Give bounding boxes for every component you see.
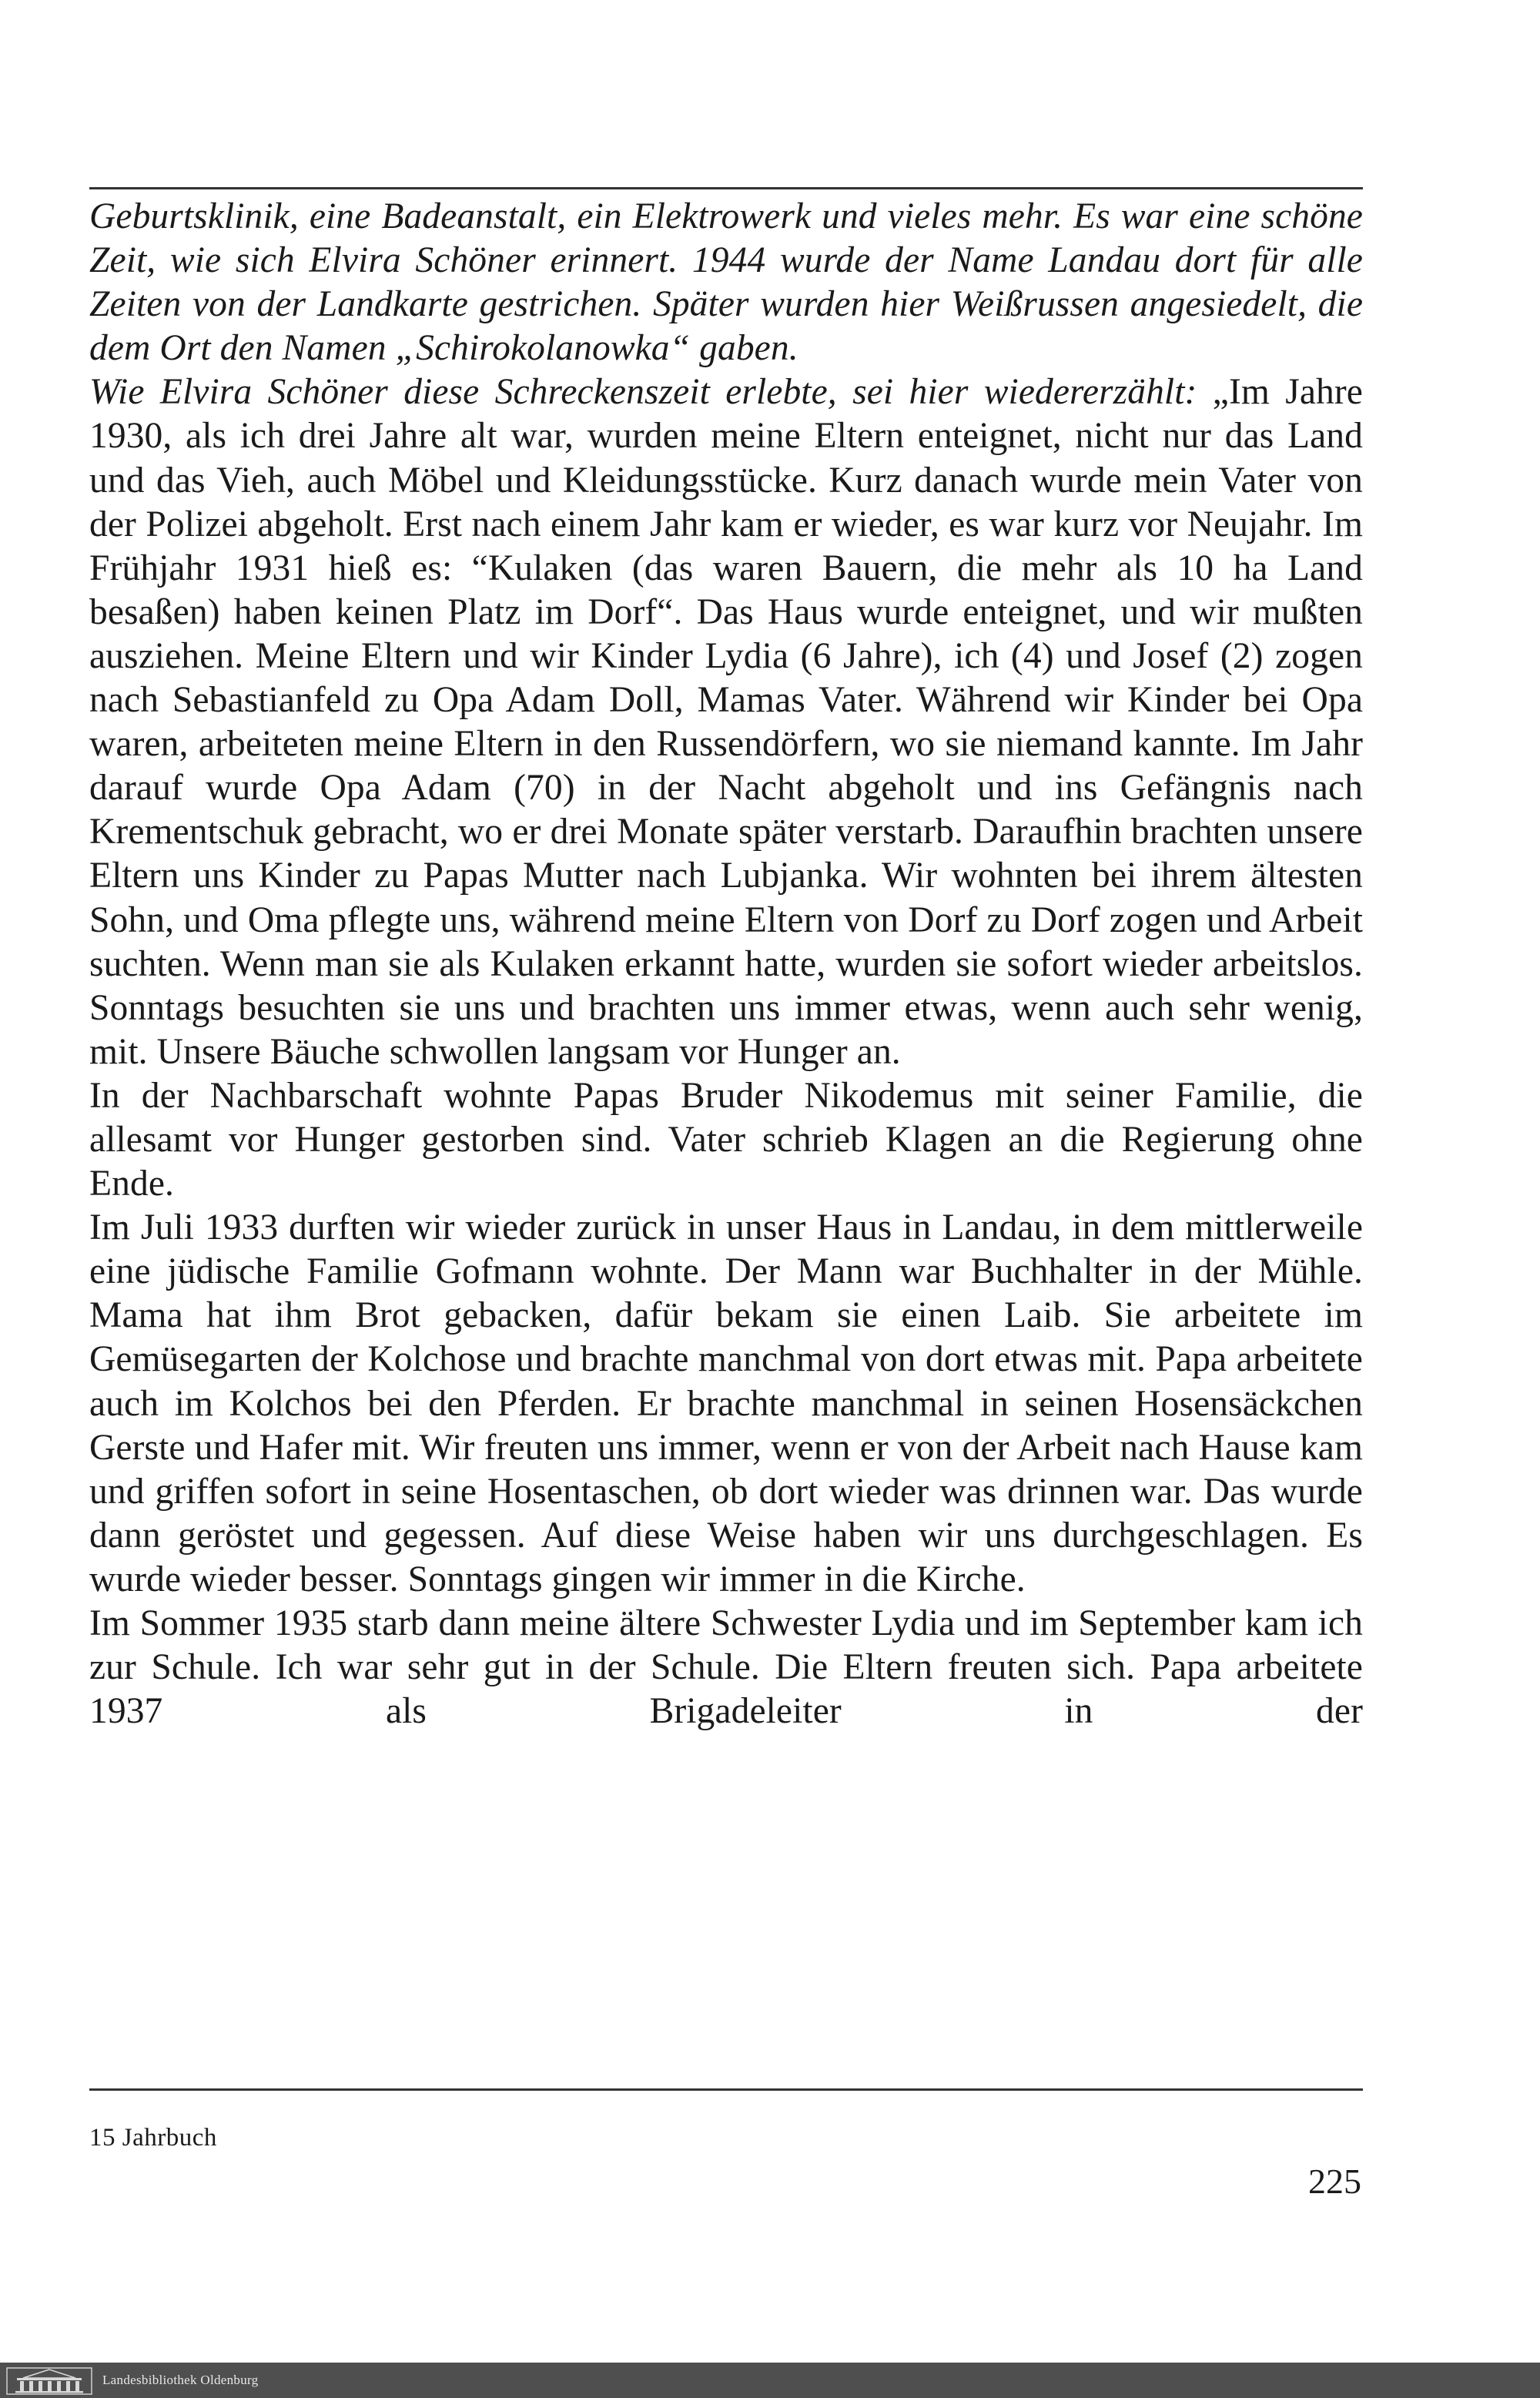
italic-text: Wie Elvira Schöner diese Schreckenszeit erlebte, sei hier wiedererzählt:	[89, 372, 1197, 413]
roman-text: Im Sommer 1935 starb dann meine ältere Schwester Lydia und im September kam ich zur Schule. Ich war sehr gut in der Schule. Die Eltern freuten sich. Papa arbeitete 1937 als Brigadeleiter in der	[89, 1603, 1363, 1732]
library-name: Landesbibliothek Oldenburg	[102, 2373, 259, 2387]
page-number: 225	[1308, 2162, 1361, 2201]
bottom-rule	[89, 2088, 1363, 2091]
body-text	[89, 195, 1363, 1733]
paragraph-5	[89, 1602, 1363, 1733]
roman-text: „Im Jahre 1930, als ich drei Jahre alt war, wurden meine Eltern enteignet, nicht nur das Land und das Vieh, auch Möbel und Kleidungsstücke. Kurz danach wurde mein Vater von der Polizei abgeholt. Erst nach einem Jahr kam er wieder, es war kurz vor Neujahr. Im Frühjahr 1931 hieß es: “Kulaken (das waren Bauern, die mehr als 10 ha Land besaßen) haben keinen Platz im Dorf“. Das Haus wurde enteignet, und wir mußten ausziehen. Meine Eltern und wir Kinder Lydia (6 Jahre), ich (4) und Josef (2) zogen nach Sebastianfeld zu Opa Adam Doll, Mamas Vater. Während wir Kinder bei Opa waren, arbeiteten meine Eltern in den Russendörfern, wo sie niemand kannte. Im Jahr darauf wurde Opa Adam (70) in der Nacht abgeholt und ins Gefängnis nach Krementschuk gebracht, wo er drei Monate später verstarb. Daraufhin brachten unsere Eltern uns Kinder zu Papas Mutter nach Lubjanka. Wir wohnten bei ihrem ältesten Sohn, und Oma pflegte uns, während meine Eltern von Dorf zu Dorf zogen und Arbeit suchten. Wenn man sie als Kulaken erkannt hatte, wurden sie sofort wieder arbeitslos. Sonntags besuchten sie uns und brachten uns immer etwas, wenn auch sehr wenig, mit. Unsere Bäuche schwollen langsam vor Hunger an.	[89, 372, 1363, 1072]
roman-text: In der Nachbarschaft wohnte Papas Bruder Nikodemus mit seiner Familie, die allesamt vor Hunger gestorben sind. Vater schrieb Klagen an die Regierung ohne Ende.	[89, 1075, 1363, 1204]
signature-mark: 15 Jahrbuch	[89, 2124, 217, 2152]
paragraph-1	[89, 195, 1363, 370]
library-building-icon	[6, 2367, 92, 2395]
roman-text: Im Juli 1933 durften wir wieder zurück in unser Haus in Landau, in dem mittlerweile eine jüdische Familie Gofmann wohnte. Der Mann war Buchhalter in der Mühle. Mama hat ihm Brot gebacken, dafür bekam sie einen Laib. Sie arbeitete im Gemüsegarten der Kolchose und brachte manchmal von dort etwas mit. Papa arbeitete auch im Kolchos bei den Pferden. Er brachte manchmal in seinen Hosensäckchen Gerste und Hafer mit. Wir freuten uns immer, wenn er von der Arbeit nach Hause kam und griffen sofort in seine Hosentaschen, ob dort wieder was drinnen war. Das wurde dann geröstet und gegessen. Auf diese Weise haben wir uns durchgeschlagen. Es wurde wieder besser. Sonntags gingen wir immer in die Kirche.	[89, 1207, 1363, 1599]
paragraph-2	[89, 370, 1363, 1074]
top-rule	[89, 187, 1363, 189]
italic-text: Geburtsklinik, eine Badeanstalt, ein Elektrowerk und vieles mehr. Es war eine schöne Zeit, wie sich Elvira Schöner erinnert. 1944 wurde der Name Landau dort für alle Zeiten von der Landkarte gestrichen. Später wurden hier Weißrussen angesiedelt, die dem Ort den Namen „Schirokolanowka“ gaben.	[89, 196, 1363, 369]
paragraph-4	[89, 1206, 1363, 1602]
paragraph-3	[89, 1074, 1363, 1206]
library-footer-bar	[0, 2363, 1540, 2398]
